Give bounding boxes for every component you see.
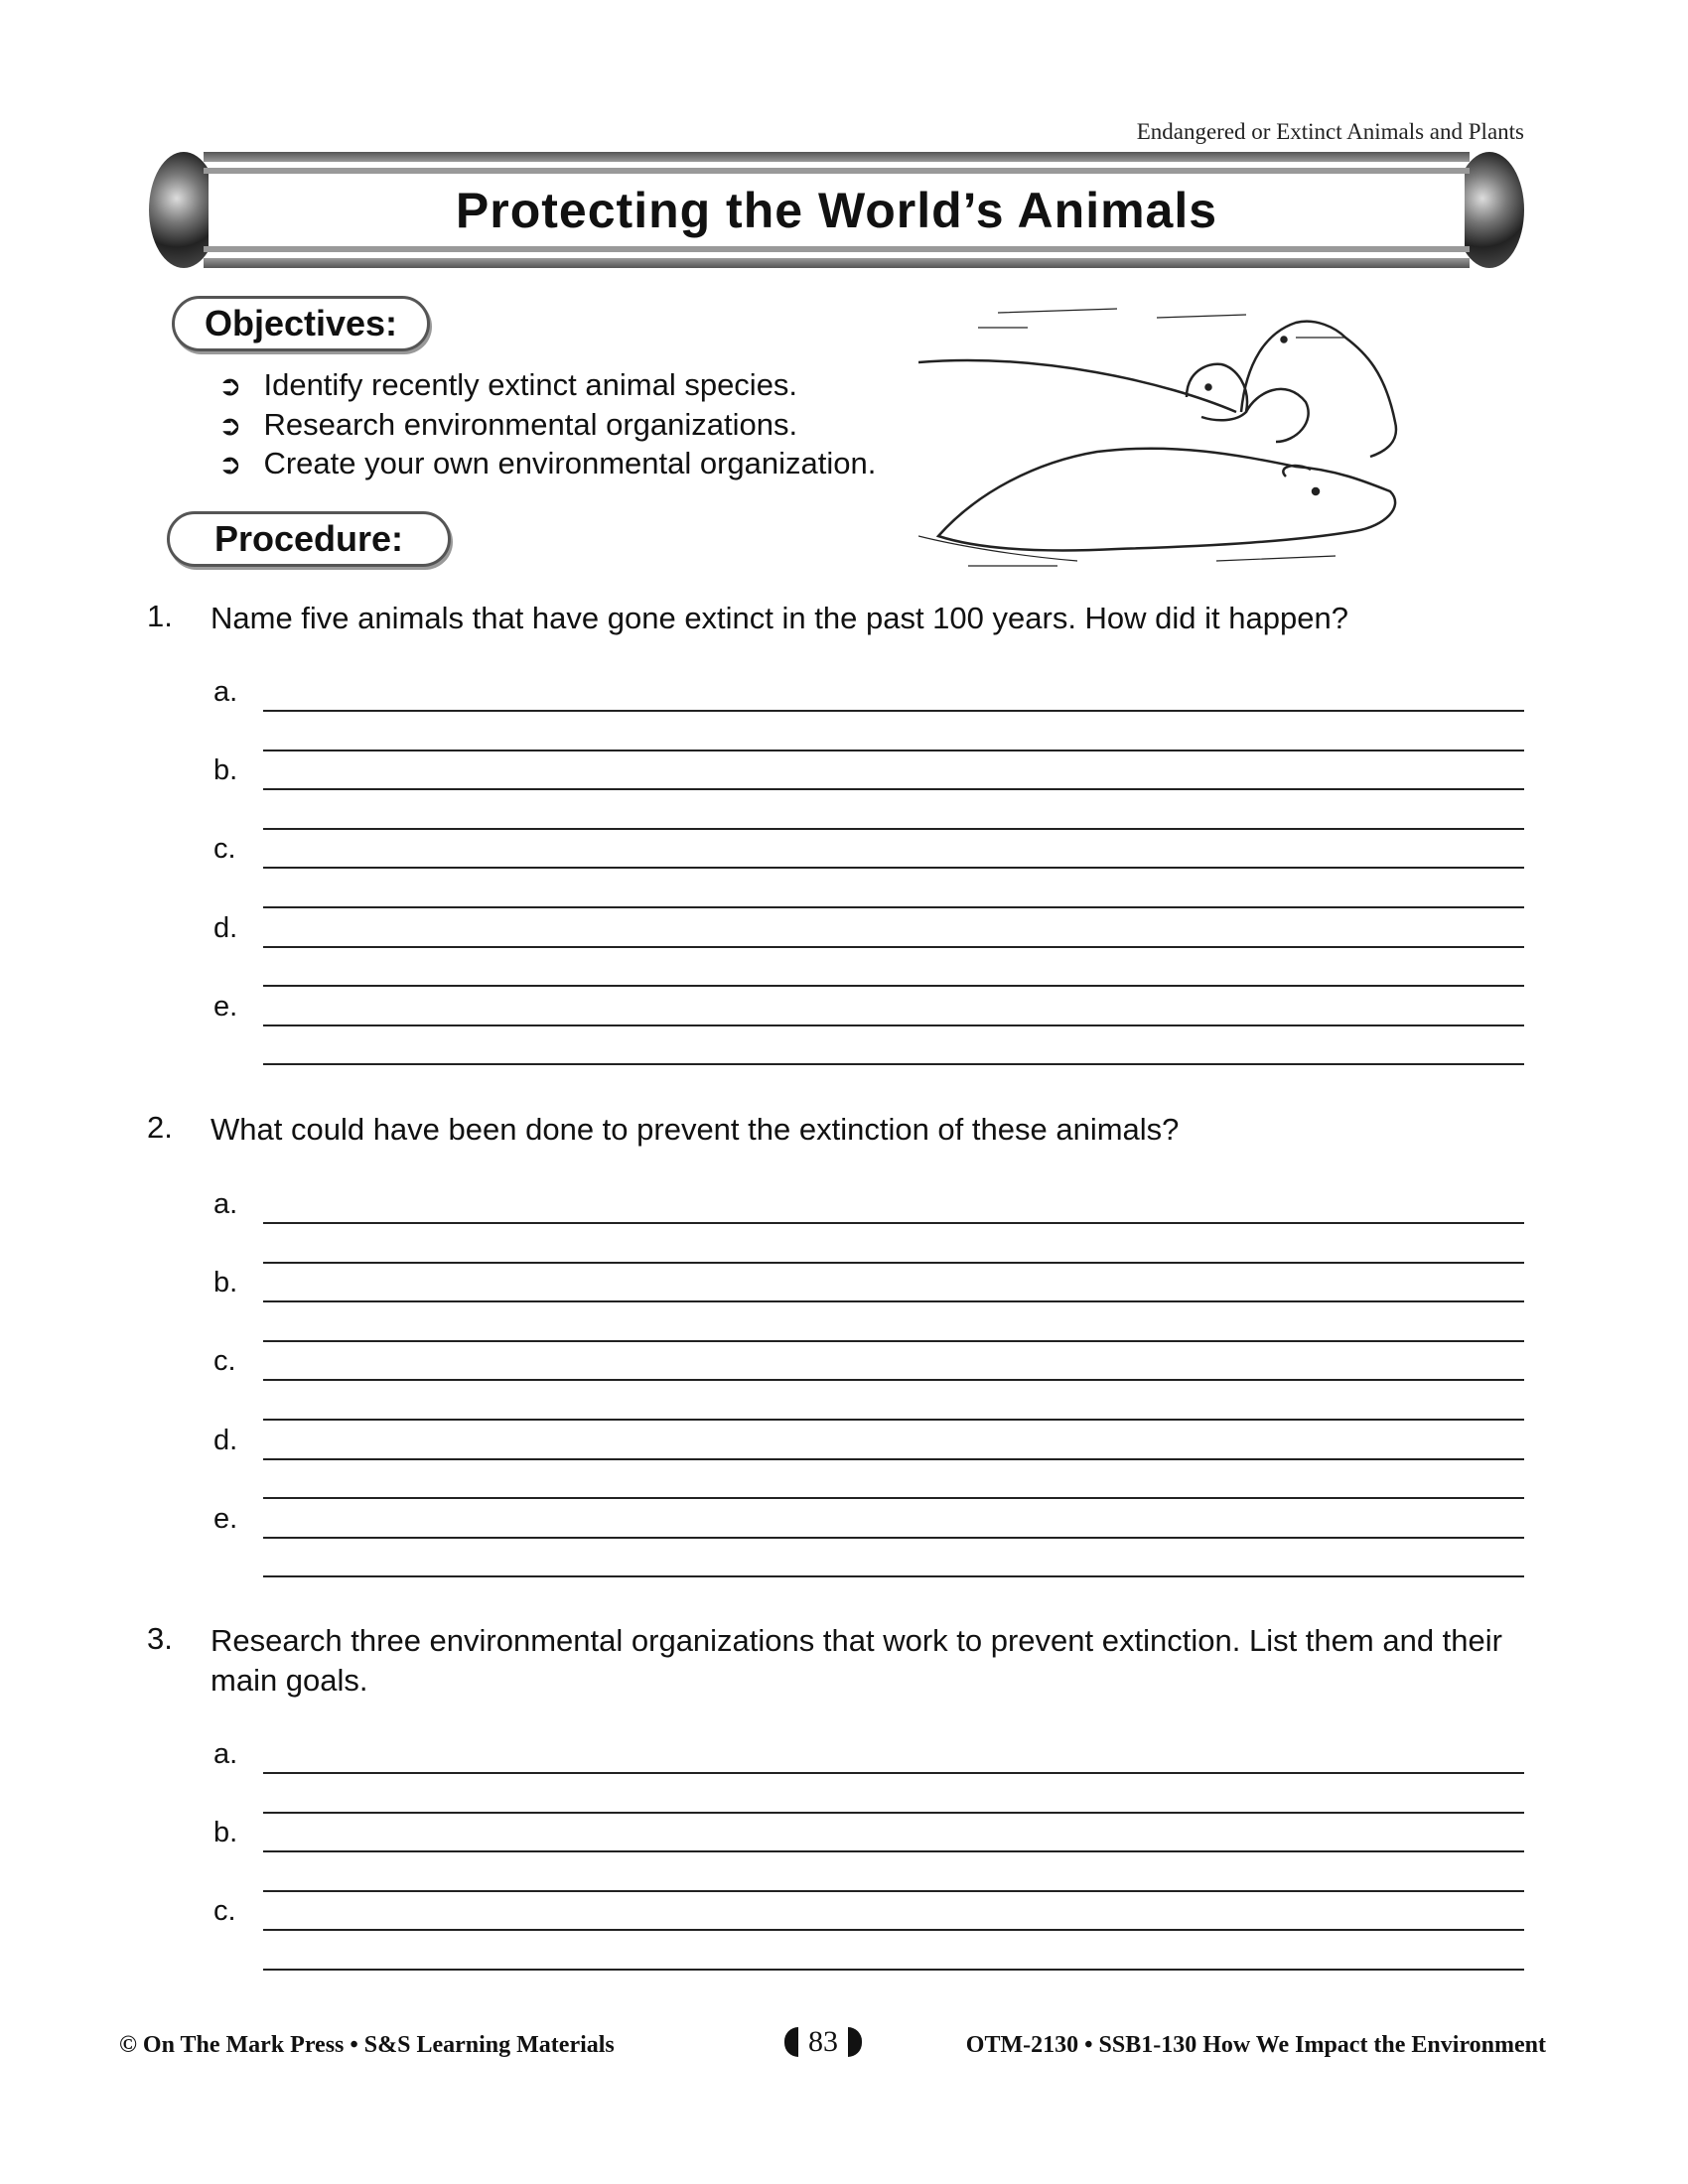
answer-line[interactable] [263,1024,1524,1026]
answer-line[interactable] [263,1497,1524,1499]
answer-line[interactable] [263,1850,1524,1852]
answer-label: c. [213,1345,236,1378]
polar-bears-illustration [918,293,1475,586]
answer-line[interactable] [263,1772,1524,1774]
arrow-bullet-icon: ➲ [218,409,242,441]
answer-line[interactable] [263,828,1524,830]
answer-line[interactable] [263,1812,1524,1814]
page-number: 83 [784,2025,862,2059]
answer-label: c. [213,833,236,866]
answer-line[interactable] [263,906,1524,908]
title-banner [149,152,1524,268]
answer-label: a. [213,1188,238,1220]
answer-line[interactable] [263,750,1524,751]
page-title: Protecting the World’s Animals [209,174,1465,246]
answer-line[interactable] [263,1969,1524,1971]
answer-line[interactable] [263,1063,1524,1065]
footer-publisher: © On The Mark Press • S&S Learning Materials [119,2032,615,2058]
objective-item: ➲ Research environmental organizations. [218,407,798,442]
answer-line[interactable] [263,1537,1524,1539]
answer-line[interactable] [263,1929,1524,1931]
answer-label: b. [213,1267,238,1299]
answer-line[interactable] [263,946,1524,948]
answer-line[interactable] [263,1222,1524,1224]
answer-line[interactable] [263,1262,1524,1264]
answer-line[interactable] [263,985,1524,987]
objective-item: ➲ Identify recently extinct animal species. [218,367,798,402]
answer-line[interactable] [263,1419,1524,1421]
answer-line[interactable] [263,1890,1524,1892]
answer-line[interactable] [263,1340,1524,1342]
answer-label: b. [213,754,238,787]
answer-label: e. [213,1502,238,1535]
answer-line[interactable] [263,710,1524,712]
objectives-heading: Objectives: [172,296,430,351]
answer-label: e. [213,990,238,1023]
answer-line[interactable] [263,1458,1524,1460]
answer-line[interactable] [263,788,1524,790]
answer-line[interactable] [263,867,1524,869]
arrow-bullet-icon: ➲ [218,369,242,401]
objective-item: ➲ Create your own environmental organization. [218,446,877,480]
procedure-heading: Procedure: [167,511,451,567]
answer-line[interactable] [263,1575,1524,1577]
footer-title: OTM-2130 • SSB1-130 How We Impact the Environment [965,2032,1546,2058]
answer-line[interactable] [263,1379,1524,1381]
answer-label: d. [213,1424,238,1456]
answer-label: c. [213,1895,236,1928]
answer-label: d. [213,911,238,944]
arrow-bullet-icon: ➲ [218,448,242,479]
answer-label: a. [213,676,238,708]
answer-label: b. [213,1817,238,1849]
section-header: Endangered or Extinct Animals and Plants [1136,119,1524,144]
answer-line[interactable] [263,1300,1524,1302]
answer-label: a. [213,1738,238,1770]
